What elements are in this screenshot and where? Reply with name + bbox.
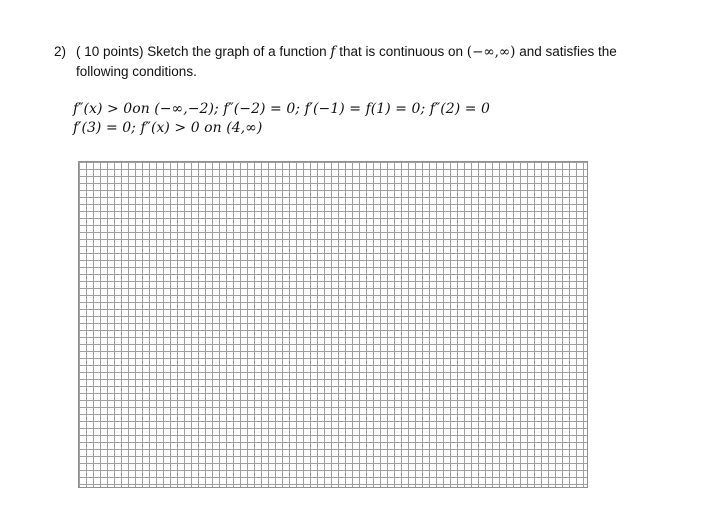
problem-intro: ( 10 points) Sketch the graph of a function bbox=[76, 44, 327, 59]
function-name: f bbox=[330, 44, 336, 60]
problem-number: 2) bbox=[54, 44, 67, 59]
condition-line-1: f″(x) > 0on (−∞,−2); f″(−2) = 0; f′(−1) = f(1) = 0; f″(2) = 0 bbox=[73, 101, 491, 117]
problem-statement bbox=[76, 42, 666, 81]
problem-ending: and satisfies the bbox=[519, 44, 617, 59]
interval: (−∞,∞) bbox=[466, 44, 516, 60]
problem-second-line: following conditions. bbox=[76, 64, 197, 79]
condition-line-2: f′(3) = 0; f″(x) > 0 on (4,∞) bbox=[73, 120, 263, 136]
graph-paper-grid[interactable] bbox=[78, 161, 588, 488]
conditions bbox=[73, 100, 490, 138]
continuity-text: that is continuous on bbox=[339, 44, 464, 59]
